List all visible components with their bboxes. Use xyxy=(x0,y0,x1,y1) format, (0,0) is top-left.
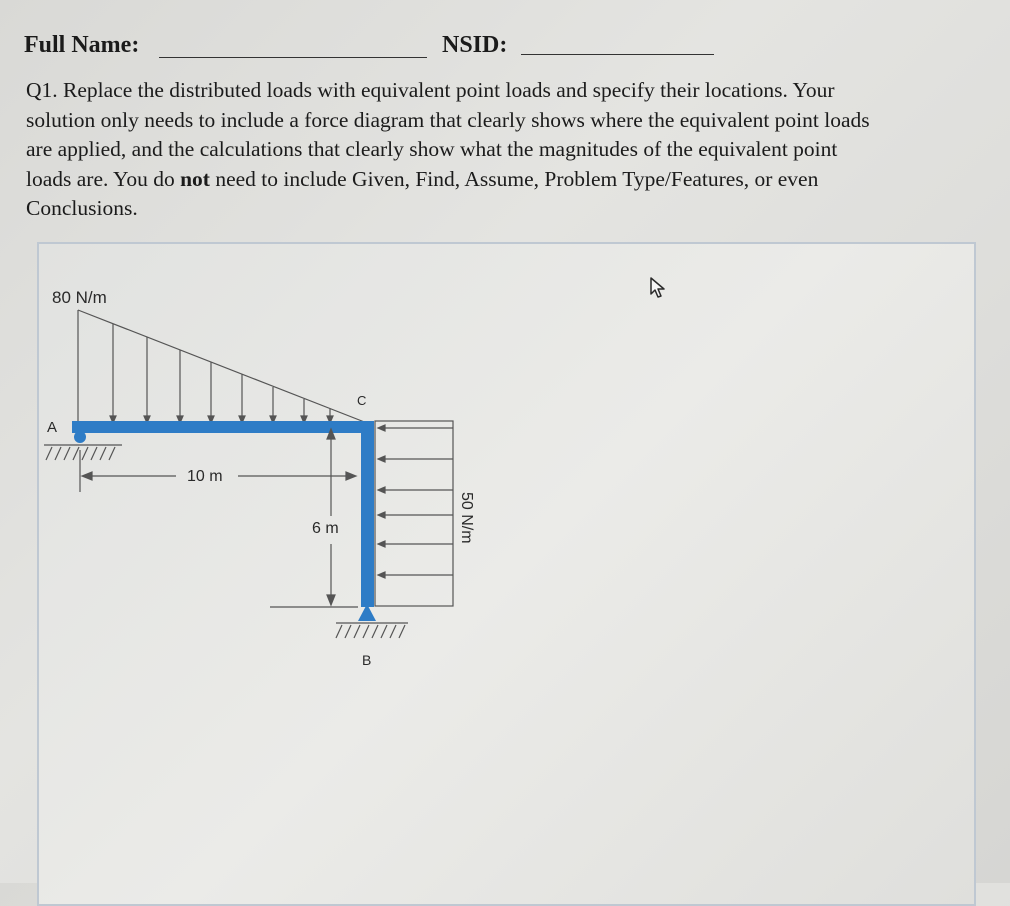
pin-support-a xyxy=(74,431,86,443)
dimension-vertical xyxy=(270,429,358,607)
question-line: are applied, and the calculations that clearly show what the magnitudes of the equivalent point xyxy=(26,137,838,161)
question-line: Conclusions. xyxy=(26,196,138,220)
full-name-label: Full Name: xyxy=(24,32,140,58)
triangular-load-arrows xyxy=(110,324,333,423)
rectangular-load-arrows xyxy=(378,425,453,578)
pointer-cursor-icon xyxy=(648,276,670,302)
question-emphasis: not xyxy=(180,166,210,191)
question-text-segment: loads are. You do xyxy=(26,166,181,191)
horizontal-dimension-label: 10 m xyxy=(187,468,223,485)
side-load-label: 50 N/m xyxy=(458,492,475,544)
horizontal-beam xyxy=(72,421,374,433)
question-line: solution only needs to include a force diagram that clearly shows where the equivalent point loads xyxy=(26,107,870,132)
point-b-label: B xyxy=(362,652,372,668)
rect-load-outline xyxy=(375,421,453,606)
nsid-label: NSID: xyxy=(442,32,508,58)
ground-hatch-b xyxy=(336,625,405,638)
question-line: Q1. Replace the distributed loads with equivalent point loads and specify their locations. Your xyxy=(26,78,835,102)
point-a-label: A xyxy=(47,419,58,436)
vertical-column xyxy=(361,421,374,607)
load-outline-slope xyxy=(78,310,367,423)
question-text-segment: need to include Given, Find, Assume, Problem Type/Features, or even xyxy=(209,166,819,191)
point-c-label: C xyxy=(357,393,367,408)
vertical-dimension-label: 6 m xyxy=(312,520,339,537)
top-load-label: 80 N/m xyxy=(52,288,107,307)
